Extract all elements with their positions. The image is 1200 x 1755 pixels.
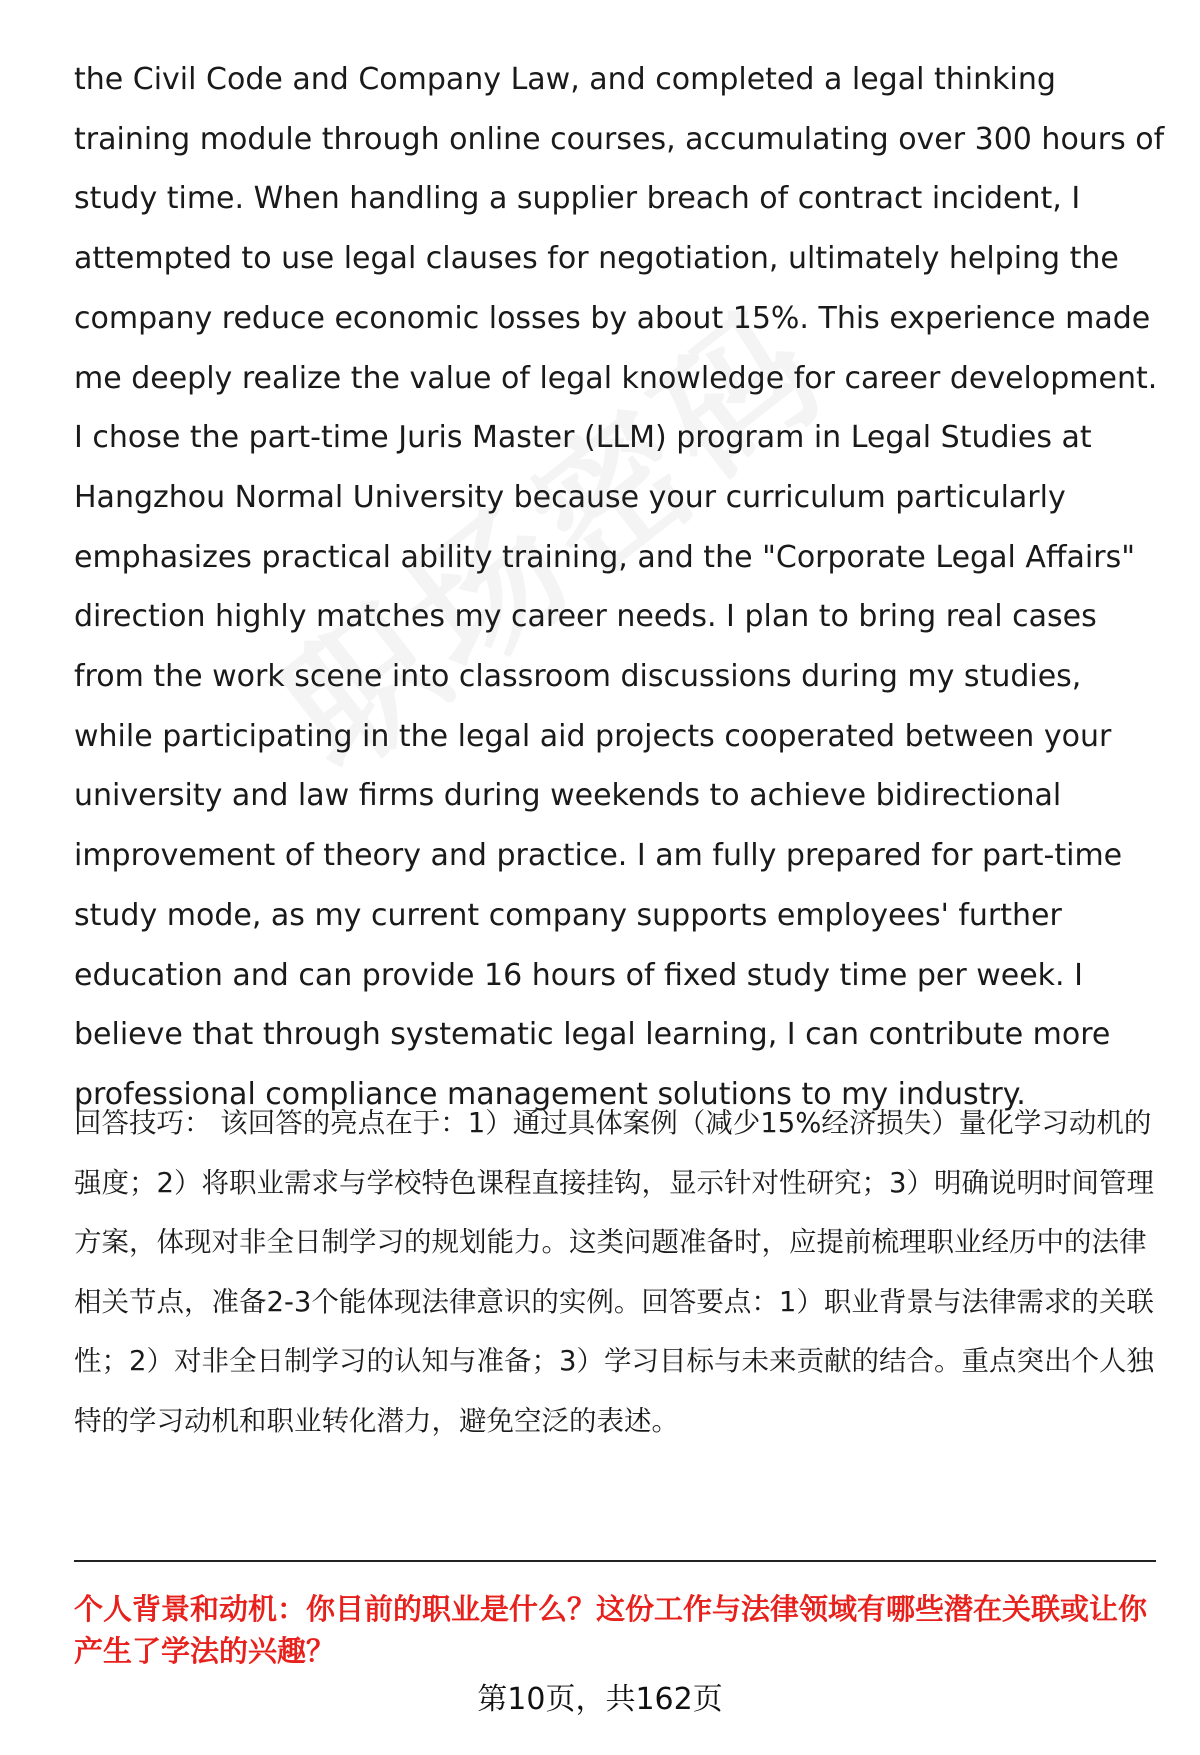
page-number-footer: 第10页，共162页 (477, 1682, 723, 1717)
answer-paragraph: the Civil Code and Company Law, and completed a legal thinking training module through online courses, accumulating over 300 hours of study time. When handling a supplier breach of contract incident, I attempted to use legal clauses for negotiation, ultimately helping the company reduce economic losses by about 15%. This experience made me deeply realize the value of legal knowledge for career development. I chose the part-time Juris Master (LLM) program in Legal Studies at Hangzhou Normal University because your curriculum particularly emphasizes practical ability training, and the "Corporate Legal Affairs" direction highly matches my career needs. I plan to bring real cases from the work scene into classroom discussions during my studies, while participating in the legal aid projects cooperated between your university and law firms during weekends to achieve bidirectional improvement of theory and practice. I am fully prepared for part-time study mode, as my current company supports employees' further education and can provide 16 hours of fixed study time per week. I believe that through systematic legal learning, I can contribute more professional compliance management solutions to my industry. (74, 62, 1165, 1112)
next-question-heading: 个人背景和动机：你目前的职业是什么？这份工作与法律领域有哪些潜在关联或让你产生了学法的兴趣？ (74, 1592, 1148, 1668)
section-divider (74, 1560, 1156, 1562)
answer-tips-paragraph: 回答技巧： 该回答的亮点在于：1）通过具体案例（减少15%经济损失）量化学习动机的强度；2）将职业需求与学校特色课程直接挂钩，显示针对性研究；3）明确说明时间管理方案，体现对非全日制学习的规划能力。这类问题准备时，应提前梳理职业经历中的法律相关节点，准备2-3个能体现法律意识的实例。回答要点：1）职业背景与法律需求的关联性；2）对非全日制学习的认知与准备；3）学习目标与未来贡献的结合。重点突出个人独特的学习动机和职业转化潜力，避免空泛的表述。 (74, 1107, 1154, 1437)
